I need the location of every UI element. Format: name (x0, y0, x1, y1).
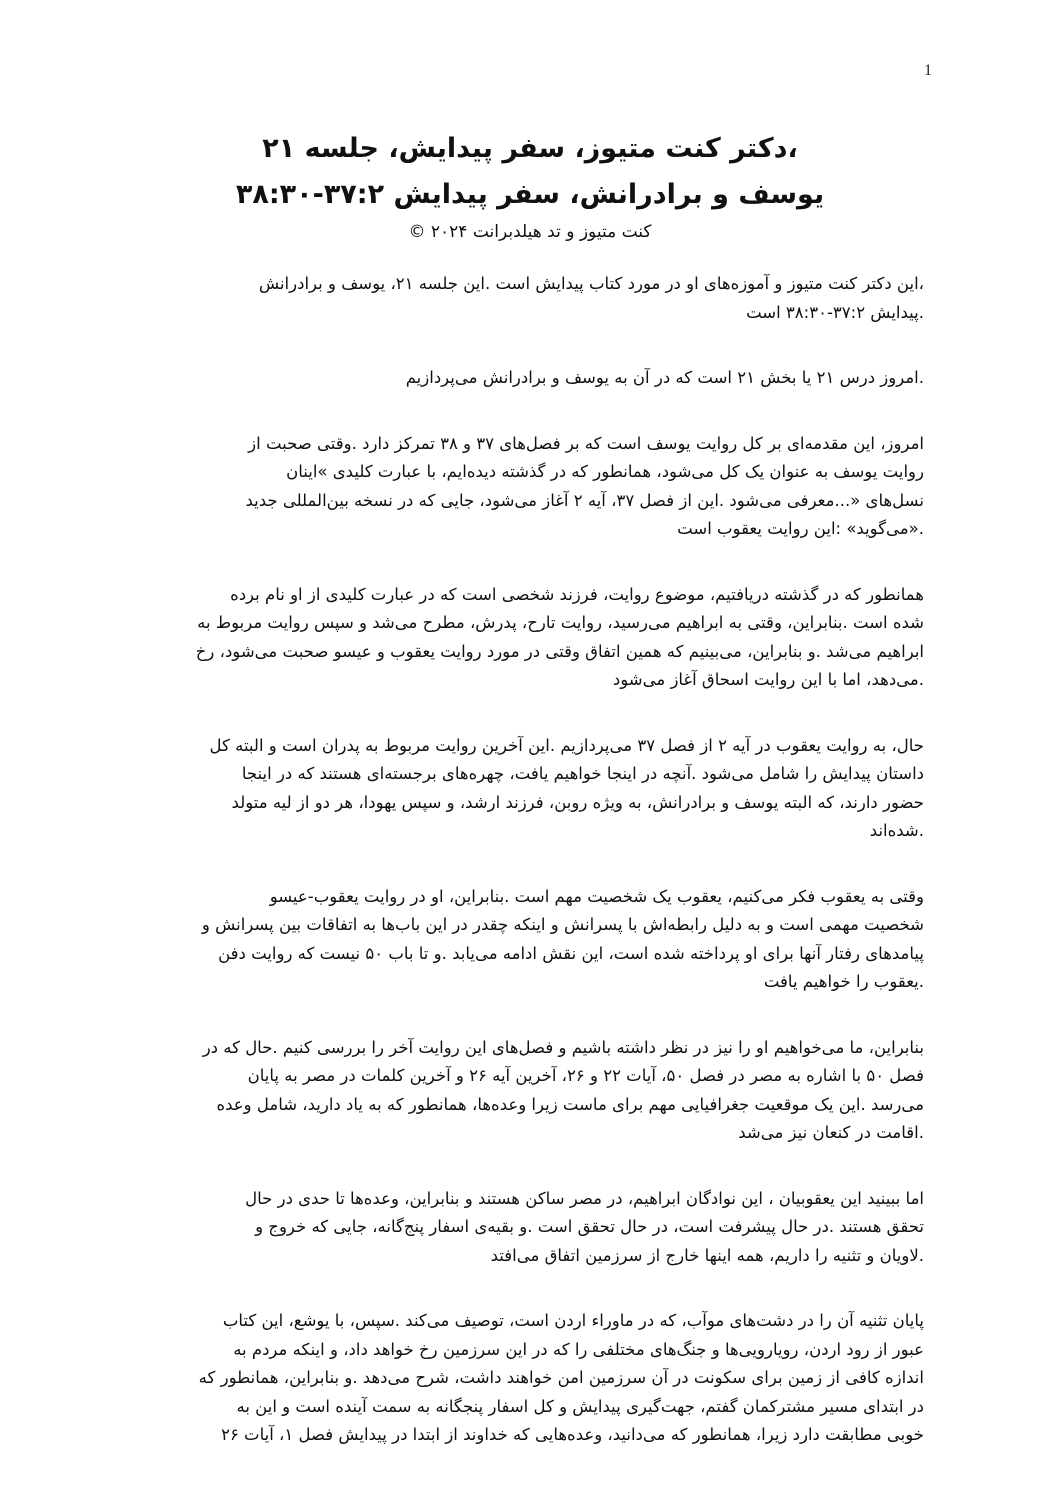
text-line: تحقق هستند .در حال پیشرفت است، در حال تحقق است .و بقیه‌ی اسفار پنج‌گانه، جایی که خروج و (255, 1217, 924, 1236)
text-line: ،این دکتر کنت متیوز و آموزه‌های او در مورد کتاب پیدایش است .این جلسه ۲۱، یوسف و برادرانش (258, 274, 924, 293)
text-line: همانطور که در گذشته دریافتیم، موضوع روایت، فرزند شخصی است که در عبارت کلیدی از او نام برده (230, 584, 924, 604)
text-line: فصل ۵۰ با اشاره به مصر در فصل ۵۰، آیات ۲۲ و ۲۶، آخرین آیه ۲۶ و آخرین کلمات در مصر به پایان (247, 1066, 924, 1085)
text-line: .لاویان و تثنیه را داریم، همه اینها خارج از سرزمین اتفاق می‌افتد (490, 1245, 924, 1265)
text-line: .می‌دهد، اما با این روایت اسحاق آغاز می‌شود (612, 670, 924, 689)
text-line: نسل‌های «...معرفی می‌شود .این از فصل ۳۷، آیه ۲ آغاز می‌شود، جایی که در نسخه بین‌المللی جدید (245, 490, 924, 510)
text-line: .امروز درس ۲۱ یا بخش ۲۱ است که در آن به یوسف و برادرانش می‌پردازیم (405, 368, 924, 387)
text-line: .اقامت در کنعان نیز می‌شد (738, 1123, 924, 1142)
copyright-notice: کنت متیوز و تد هیلدبرانت ۲۰۲۴ © (408, 222, 652, 242)
text-line: پایان تثنیه آن را در دشت‌های موآب، که در ماوراء اردن است، توصیف می‌کند .سپس، با یوشع، این کتاب (222, 1311, 924, 1330)
text-line: بنابراین، ما می‌خواهیم او را نیز در نظر داشته باشیم و فصل‌های این روایت آخر را بررسی کنیم .حال که در (202, 1037, 924, 1057)
paragraph-8 (128, 1185, 924, 1271)
document-title-line-2: یوسف و برادرانش، سفر پیدایش ۳۷:۲-۳۸:۳۰ (235, 179, 825, 210)
document-title-line-1: ،دکتر کنت متیوز، سفر پیدایش، جلسه ۲۱ (262, 133, 798, 164)
text-line: اما ببینید این یعقوبیان ، این نوادگان ابراهیم، در مصر ساکن هستند و بنابراین، وعده‌ها تا حدی در حال (245, 1188, 924, 1208)
paragraph-3 (128, 430, 924, 544)
text-line: ابراهیم می‌شد .و بنابراین، می‌بینیم که همین اتفاق وقتی در مورد روایت یعقوب و عیسو صحبت می‌شود، رخ (195, 641, 924, 661)
text-line: .«می‌گوید» :این روایت یعقوب است (677, 519, 924, 538)
text-line: روایت یوسف به عنوان یک کل می‌شود، همانطور که در گذشته دیده‌ایم، با عبارت کلیدی »اینان (286, 462, 924, 481)
paragraph-5 (128, 732, 924, 846)
text-line: در ابتدای مسیر مشترکمان گفتم، جهت‌گیری پیدایش و کل اسفار پنجگانه به سمت آینده است و این به (236, 1396, 924, 1416)
text-line: شده است .بنابراین، وقتی به ابراهیم می‌رسید، روایت تارح، پدرش، مطرح می‌شد و سپس روایت مربوط به (197, 613, 924, 632)
text-line: اندازه کافی از زمین برای سکونت در آن سرزمین امن خواهند داشت، شرح می‌دهد .و بنابراین، همانطور که (198, 1368, 924, 1387)
text-line: می‌رسد .این یک موقعیت جغرافیایی مهم برای ماست زیرا وعده‌ها، همانطور که به یاد دارید، شامل وعده (216, 1094, 924, 1114)
text-line: خوبی مطابقت دارد زیرا، همانطور که می‌دانید، وعده‌هایی که خداوند از ابتدا در پیدایش فصل ۱، آیات ۲۶ (221, 1425, 924, 1444)
paragraph-2 (128, 364, 924, 393)
text-line: حضور دارند، که البته یوسف و برادرانش، به ویژه روبن، فرزند ارشد، و سپس یهودا، هر دو از لیه متولد (231, 792, 924, 812)
paragraph-4 (128, 581, 924, 695)
text-line: پیامدهای رفتار آنها برای او پرداخته شده است، این نقش ادامه می‌یابد .و تا باب ۵۰ نیست که روایت دفن (218, 943, 924, 963)
text-line: داستان پیدایش را شامل می‌شود .آنچه در اینجا خواهیم یافت، چهره‌های برجسته‌ای هستند که در اینجا (241, 764, 924, 783)
paragraph-6 (128, 883, 924, 997)
text-line: .یعقوب را خواهیم یافت (763, 972, 924, 991)
text-line: شخصیت مهمی است و به دلیل رابطه‌اش با پسرانش و اینکه چقدر در این باب‌ها به اتفاقات بین پسرانش و (201, 915, 924, 934)
document-body (128, 270, 924, 1487)
text-line: وقتی به یعقوب فکر می‌کنیم، یعقوب یک شخصیت مهم است .بنابراین، او در روایت یعقوب-عیسو (269, 886, 924, 906)
document-header (130, 126, 930, 246)
paragraph-7 (128, 1034, 924, 1148)
text-line: .پیدایش ۳۷:۲-۳۸:۳۰ است (746, 302, 924, 322)
text-line: .شده‌اند (869, 821, 924, 840)
text-line: حال، به روایت یعقوب در آیه ۲ از فصل ۳۷ می‌پردازیم .این آخرین روایت مربوط به پدران است و البته کل (209, 735, 924, 755)
paragraph-1 (128, 270, 924, 327)
paragraph-9 (128, 1307, 924, 1450)
text-line: امروز، این مقدمه‌ای بر کل روایت یوسف است که بر فصل‌های ۳۷ و ۳۸ تمرکز دارد .وقتی صحبت از (248, 433, 924, 453)
page-number: 1 (924, 62, 932, 79)
text-line: عبور از رود اردن، رویارویی‌ها و جنگ‌های مختلفی را که در این سرزمین رخ خواهد داد، و اینکه مردم به (233, 1339, 924, 1359)
